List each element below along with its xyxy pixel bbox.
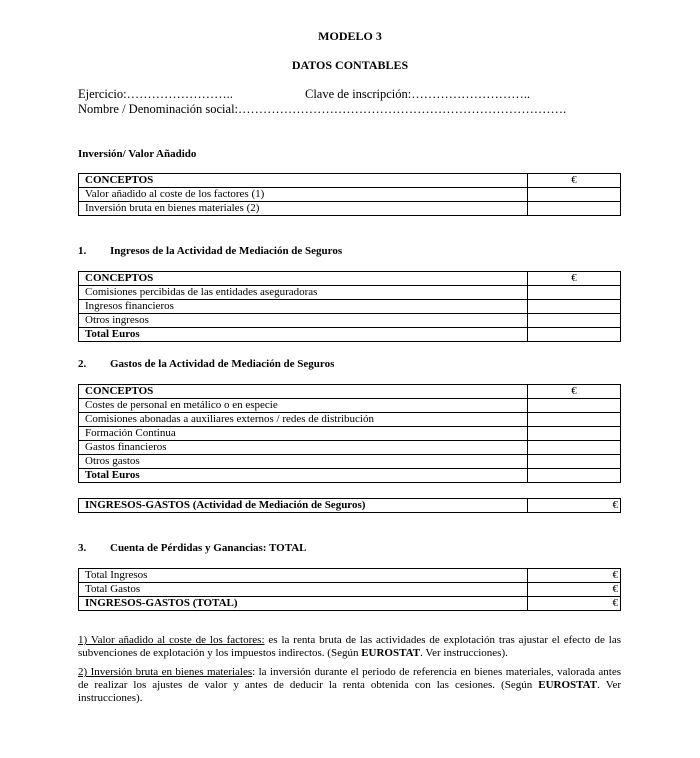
total-label: Total Euros — [79, 328, 528, 342]
table-row — [79, 314, 621, 328]
table-row — [79, 427, 621, 441]
table-header-row — [79, 272, 621, 286]
section-number: 3. — [78, 542, 87, 554]
footnote-1-source: EUROSTAT — [361, 647, 421, 659]
cuenta-table — [78, 568, 621, 611]
clave-inscripcion-field: Clave de inscripción:……………………….. — [305, 87, 530, 101]
currency-header: € — [528, 174, 621, 188]
table-row — [79, 441, 621, 455]
total-row — [79, 469, 621, 483]
table-row — [79, 399, 621, 413]
row-label: Ingresos financieros — [79, 300, 528, 314]
footnote-1-text: es la renta bruta de las actividades de explotación tras ajustar el efecto de las subvenciones de explotación y los impuestos indirectos. (Según — [78, 634, 621, 659]
section-title: Ingresos de la Actividad de Mediación de Seguros — [110, 245, 343, 257]
total-value-cell[interactable] — [528, 469, 621, 483]
row-label: Formación Continua — [79, 427, 528, 441]
value-cell[interactable]: € — [528, 583, 621, 597]
table-row — [79, 188, 621, 202]
footnote-2-source: EUROSTAT — [538, 679, 598, 691]
total-label: INGRESOS-GASTOS (TOTAL) — [79, 597, 528, 611]
value-cell[interactable] — [528, 314, 621, 328]
table-row — [79, 286, 621, 300]
footnote-2-label: 2) Inversión bruta en bienes materiales — [78, 666, 253, 678]
value-cell[interactable] — [528, 300, 621, 314]
diferencia-value-cell[interactable]: € — [528, 499, 621, 513]
total-label: Total Euros — [79, 469, 528, 483]
row-label: Comisiones abonadas a auxiliares externos / redes de distribución — [79, 413, 528, 427]
inversion-table — [78, 173, 621, 216]
table-row — [79, 583, 621, 597]
section-title: Gastos de la Actividad de Mediación de Seguros — [110, 358, 335, 370]
diferencia-label: INGRESOS-GASTOS (Actividad de Mediación de Seguros) — [79, 499, 528, 513]
row-label: Comisiones percibidas de las entidades aseguradoras — [79, 286, 528, 300]
inversion-heading: Inversión/ Valor Añadido — [78, 148, 197, 160]
row-label: Costes de personal en metálico o en especie — [79, 399, 528, 413]
footnote-2-end: . Ver instrucciones). — [78, 679, 621, 704]
table-row — [79, 202, 621, 216]
total-value-cell[interactable]: € — [528, 597, 621, 611]
ejercicio-field: Ejercicio:…………………….. — [78, 87, 233, 101]
table-header-row — [79, 174, 621, 188]
table-row — [79, 499, 621, 513]
currency-header: € — [528, 272, 621, 286]
form-model-title: MODELO 3 — [318, 29, 382, 43]
section-number: 1. — [78, 245, 87, 257]
concepts-header: CONCEPTOS — [79, 272, 528, 286]
value-cell[interactable]: € — [528, 569, 621, 583]
ingresos-table — [78, 271, 621, 342]
concepts-header: CONCEPTOS — [79, 174, 528, 188]
table-row — [79, 455, 621, 469]
value-cell[interactable] — [528, 399, 621, 413]
row-label: Total Ingresos — [79, 569, 528, 583]
section-title: Cuenta de Pérdidas y Ganancias: TOTAL — [110, 542, 307, 554]
row-label: Inversión bruta en bienes materiales (2) — [79, 202, 528, 216]
value-cell[interactable] — [528, 455, 621, 469]
value-cell[interactable] — [528, 188, 621, 202]
nombre-field: Nombre / Denominación social:……………………………………………………………………. — [78, 102, 567, 116]
table-row — [79, 413, 621, 427]
row-label: Total Gastos — [79, 583, 528, 597]
row-label: Otros gastos — [79, 455, 528, 469]
table-row — [79, 569, 621, 583]
footnote-2 — [78, 666, 621, 705]
section-number: 2. — [78, 358, 87, 370]
gastos-heading — [78, 358, 334, 370]
value-cell[interactable] — [528, 441, 621, 455]
value-cell[interactable] — [528, 413, 621, 427]
row-label: Gastos financieros — [79, 441, 528, 455]
total-value-cell[interactable] — [528, 328, 621, 342]
value-cell[interactable] — [528, 202, 621, 216]
footnote-2-text: : la inversión durante el periodo de referencia en bienes materiales, valorada antes de realizar los ajustes de valor y antes de deducir la renta obtenida con las cesiones. (Según — [78, 666, 621, 691]
footnote-1-end: . Ver instrucciones). — [420, 647, 508, 659]
footnote-1-label: 1) Valor añadido al coste de los factores: — [78, 634, 265, 646]
diferencia-table — [78, 498, 621, 513]
value-cell[interactable] — [528, 286, 621, 300]
total-row — [79, 597, 621, 611]
table-header-row — [79, 385, 621, 399]
row-label: Otros ingresos — [79, 314, 528, 328]
cuenta-heading — [78, 542, 307, 554]
form-subtitle: DATOS CONTABLES — [291, 58, 409, 72]
ingresos-heading — [78, 245, 342, 257]
table-row — [79, 300, 621, 314]
total-row — [79, 328, 621, 342]
concepts-header: CONCEPTOS — [79, 385, 528, 399]
row-label: Valor añadido al coste de los factores (1) — [79, 188, 528, 202]
footnote-1 — [78, 634, 621, 660]
value-cell[interactable] — [528, 427, 621, 441]
gastos-table — [78, 384, 621, 483]
currency-header: € — [528, 385, 621, 399]
